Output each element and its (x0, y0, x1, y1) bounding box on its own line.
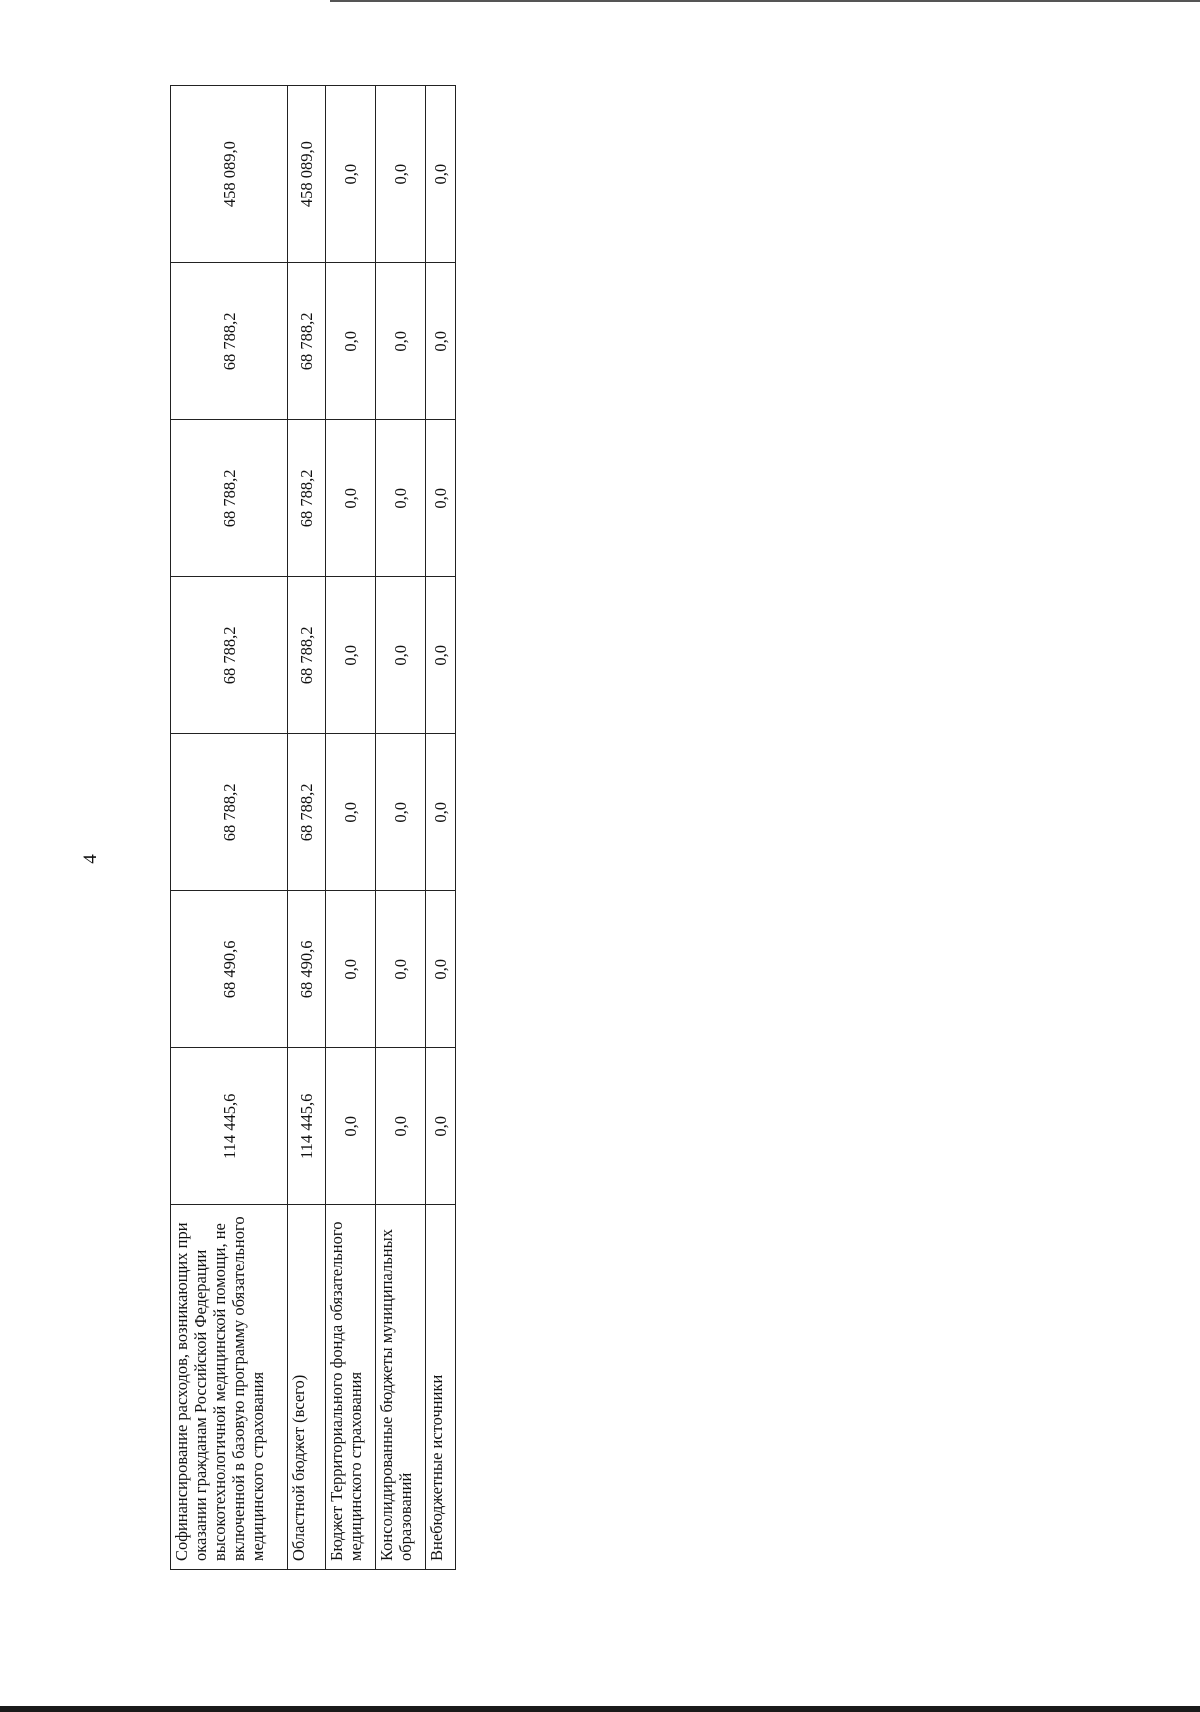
value-cell: 68 788,2 (171, 577, 288, 734)
value-cell: 68 788,2 (288, 263, 325, 420)
value-cell: 114 445,6 (288, 1048, 325, 1205)
value-cell: 0,0 (426, 577, 456, 734)
budget-table-container (170, 85, 456, 1570)
table-row (375, 86, 425, 1570)
table-row (325, 86, 375, 1570)
page-number: 4 (79, 854, 101, 864)
total-cell: 458 089,0 (288, 86, 325, 263)
total-cell: 0,0 (325, 86, 375, 263)
value-cell: 0,0 (325, 263, 375, 420)
value-cell: 0,0 (325, 734, 375, 891)
row-label: Областной бюджет (всего) (288, 1205, 325, 1570)
value-cell: 0,0 (375, 577, 425, 734)
scan-top-edge (330, 0, 1200, 2)
value-cell: 114 445,6 (171, 1048, 288, 1205)
budget-table (170, 85, 456, 1570)
value-cell: 0,0 (375, 734, 425, 891)
value-cell: 0,0 (426, 734, 456, 891)
table-row (288, 86, 325, 1570)
row-label: Бюджет Территориального фонда обязательного медицинского страхования (325, 1205, 375, 1570)
value-cell: 0,0 (426, 263, 456, 420)
scan-bottom-edge (0, 1706, 1200, 1712)
value-cell: 0,0 (375, 420, 425, 577)
value-cell: 0,0 (375, 263, 425, 420)
value-cell: 0,0 (375, 1048, 425, 1205)
value-cell: 68 788,2 (171, 263, 288, 420)
value-cell: 0,0 (325, 1048, 375, 1205)
value-cell: 0,0 (426, 1048, 456, 1205)
value-cell: 68 490,6 (171, 891, 288, 1048)
value-cell: 68 788,2 (288, 734, 325, 891)
table-row (426, 86, 456, 1570)
row-label: Внебюджетные источники (426, 1205, 456, 1570)
value-cell: 68 788,2 (171, 420, 288, 577)
value-cell: 0,0 (426, 891, 456, 1048)
value-cell: 0,0 (375, 891, 425, 1048)
total-cell: 0,0 (375, 86, 425, 263)
value-cell: 68 788,2 (288, 420, 325, 577)
row-label: Софинансирование расходов, возникающих при оказании гражданам Российской Федерации высокотехнологичной медицинской помощи, не включенной в базовую программу обязательного медицинского страхования (171, 1205, 288, 1570)
value-cell: 68 788,2 (171, 734, 288, 891)
value-cell: 0,0 (426, 420, 456, 577)
value-cell: 68 490,6 (288, 891, 325, 1048)
row-label: Консолидированные бюджеты муниципальных образований (375, 1205, 425, 1570)
value-cell: 0,0 (325, 577, 375, 734)
value-cell: 0,0 (325, 420, 375, 577)
total-cell: 0,0 (426, 86, 456, 263)
value-cell: 0,0 (325, 891, 375, 1048)
value-cell: 68 788,2 (288, 577, 325, 734)
table-row (171, 86, 288, 1570)
total-cell: 458 089,0 (171, 86, 288, 263)
